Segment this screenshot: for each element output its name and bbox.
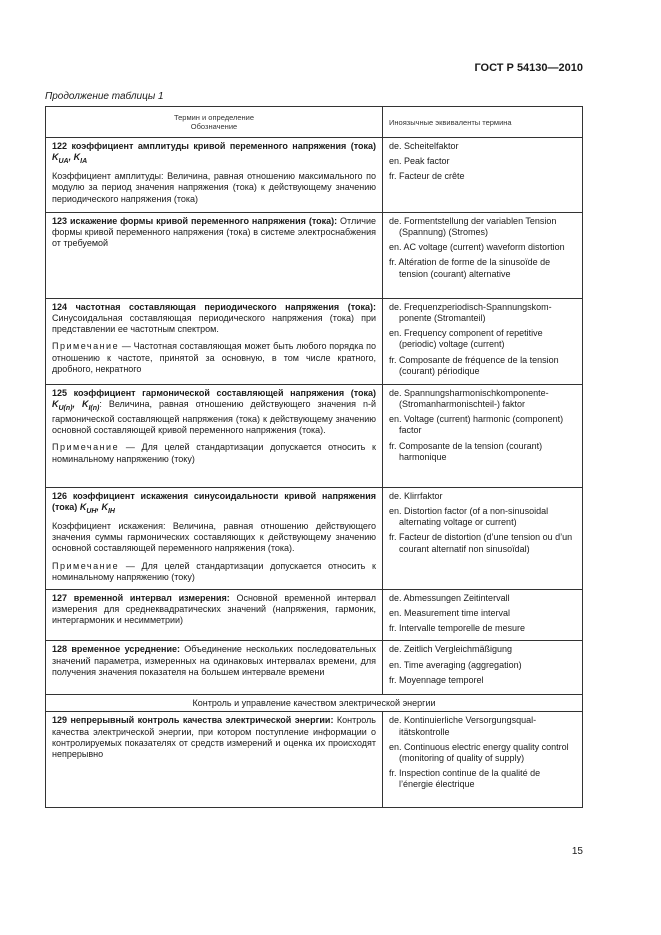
table-row (46, 138, 583, 213)
terms-table (45, 106, 583, 808)
table-row (46, 641, 583, 695)
equivalents-cell: de. Klirrfaktor en. Distortion factor (of a non-sinusoidal alternating voltage or current) fr. Facteur de distortion (d’une tension ou d’un courant alternatif non sinusoïdal) (383, 487, 583, 589)
table-row (46, 298, 583, 384)
col-header-equivalents: Иноязычные эквиваленты термина (383, 107, 583, 138)
section-title: Контроль и управление качеством электрической энергии (46, 695, 583, 712)
table-row (46, 212, 583, 298)
term-definition: Коэффициент амплитуды: Величина, равная отношению максимального по модулю за период значения напряжения (тока) к действующему значению периодического напряжения (тока) (52, 171, 376, 204)
equivalents-cell: de. Scheitelfaktor en. Peak factor fr. Facteur de crête (383, 138, 583, 213)
equivalents-cell: de. Abmessungen Zeitintervall en. Measurement time interval fr. Intervalle temporelle de mesure (383, 589, 583, 641)
term-cell: 123 искажение формы кривой переменного напряжения (тока): Отличие формы кривой переменного напряжения (тока) в системе электроснабжения от требуемой (46, 212, 383, 298)
page-number: 15 (571, 846, 583, 857)
equivalents-cell: de. Zeitlich Vergleichmäßigung en. Time averaging (aggregation) fr. Moyennage temporel (383, 641, 583, 695)
table-row (46, 487, 583, 589)
table-row (46, 589, 583, 641)
term-cell: 126 коэффициент искажения синусоидальности кривой напряжения (тока) $K_{UH}$, $K_{IH}$ Коэффициент искажения: Величина, равная отношению действующего значения суммы гармонических составляющих к действующему значению основной составляющей переменного напряжения (тока). Примечание — Для целей стандартизации допускается относить к номинальному напряжению (току) (46, 487, 383, 589)
equivalents-cell: de. Kontinuierliche Versorgungsqualitätskontrolle en. Continuous electric energy quality control (monitoring of quality of supply) fr. Inspection continue de la qualité de l’énergie électrique (383, 712, 583, 808)
term-cell: 124 частотная составляющая периодического напряжения (тока): Синусоидальная составляющая периодического напряжения (тока) при представлении ее частотным спектром. Примечание — Частотная составляющая может быть любого порядка по отношению к частоте, принятой за основную, в том числе кратного, дробного, некратного (46, 298, 383, 384)
table-header-row (46, 107, 583, 138)
table-continuation-label: Продолжение таблицы 1 (45, 91, 164, 102)
standard-number: ГОСТ Р 54130—2010 (474, 62, 583, 74)
term-cell: 125 коэффициент гармонической составляющей напряжения (тока) $K_{U(n)}$, $K_{I(n)}$: Величина, равная отношению действующего значения n-й гармонической составляющей напряжения (тока) к действующему значению основной составляющей кривой переменного напряжения (тока). Примечание — Для целей стандартизации допускается относить к номинальному напряжению (току) (46, 384, 383, 487)
section-row (46, 695, 583, 712)
term-cell: 122 коэффициент амплитуды кривой переменного напряжения (тока) $K_{UA}$, $K_{IA}$ Коэффициент амплитуды: Величина, равная отношению максимального по модулю за период значения напряжения (тока) к действующему значению периодического напряжения (тока) (46, 138, 383, 213)
equivalents-cell: de. Frequenzperiodisch-Spannungskomponente (Stromanteil) en. Frequency component of repetitive (periodic) voltage (current) fr. Composante de fréquence de la tension (courant) périodique (383, 298, 583, 384)
table-row (46, 712, 583, 808)
term-cell: 129 непрерывный контроль качества электрической энергии: Контроль качества электрической энергии, при котором поступление информации о контролируемых показателях от средств измерений и оценка их происходят непрерывно (46, 712, 383, 808)
equivalents-cell: de. Spannungsharmonischkomponente(Stromanharmonischteil-) faktor en. Voltage (current) harmonic (component) factor fr. Composante de la tension (courant) harmonique (383, 384, 583, 487)
col-header-term: Термин и определение Обозначение (46, 107, 383, 138)
equivalents-cell: de. Formentstellung der variablen Tension (Spannung) (Stromes) en. AC voltage (current) waveform distortion fr. Altération de forme de la sinusoïde de tension (courant) alternative (383, 212, 583, 298)
term-cell: 127 временной интервал измерения: Основной временной интервал измерения для среднеквадратических значений (напряжения, гармоник, интергармоник и несимметрии) (46, 589, 383, 641)
term-cell: 128 временное усреднение: Объединение нескольких последовательных значений параметра, измеренных на одинаковых интервалах времени, для получения значения показателя на большем интервале времени (46, 641, 383, 695)
table-row (46, 384, 583, 487)
